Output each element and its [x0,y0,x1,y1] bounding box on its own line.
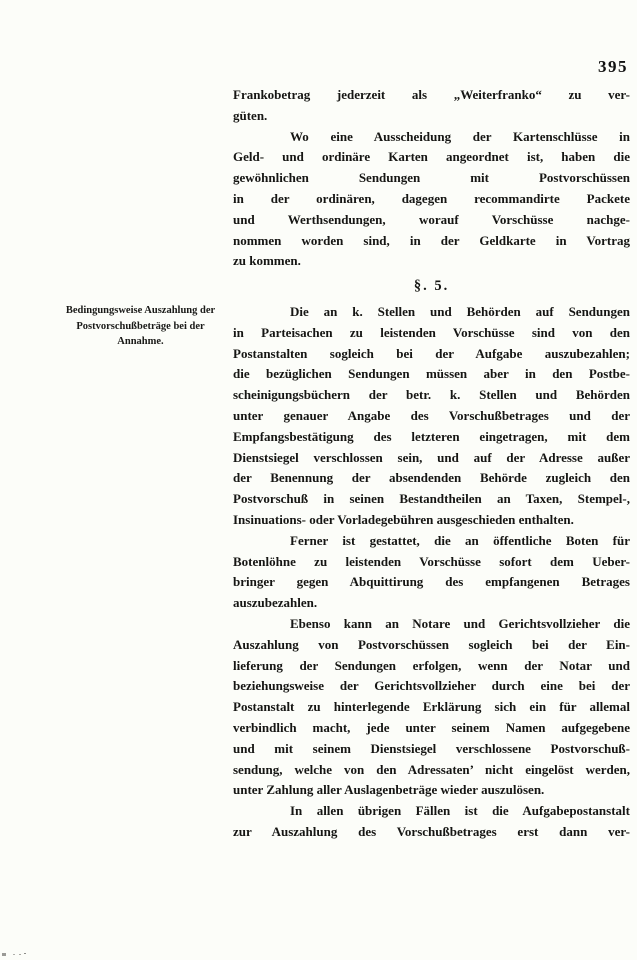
paragraph-kartenschluesse [233,127,630,273]
text-line: sendung, welche von den Adressaten’ nicht eingelöst werden, [233,761,630,777]
text-line: Botenlöhne zu leistenden Vorschüsse sofort dem Ueber- [233,553,630,569]
text-line: Ebenso kann an Notare und Gerichtsvollzieher die [290,615,630,631]
main-text-column [233,85,630,843]
text-line: und Werthsendungen, worauf Vorschüsse nachge- [233,211,630,227]
text-line: Auszahlung von Postvorschüssen sogleich bei der Ein- [233,636,630,652]
text-line: bringer gegen Abquittirung des empfangenen Betrages [233,574,630,590]
text-line: Geld- und ordinäre Karten angeordnet ist, haben die [233,149,630,165]
page-number: 395 [598,57,628,76]
text-line: Postanstalt zu hinterlegende Erklärung sich ein für allemal [233,699,630,715]
text-line: unter Zahlung aller Auslagenbeträge wieder auszulösen. [233,782,545,798]
text-line: In allen übrigen Fällen ist die Aufgabepostanstalt [290,803,630,819]
paragraph-notare [233,614,630,801]
text-line: zu kommen. [233,253,301,269]
margin-note-line: Bedingungsweise Auszahlung der [65,305,216,316]
text-line: Postvorschuß in seinen Bestandtheilen an Taxen, Stempel-, [233,491,630,507]
section-heading: §. 5. [413,278,450,295]
text-line: gewöhnlichen Sendungen mit Postvorschüssen [233,170,630,186]
text-line: nommen worden sind, in der Geldkarte in Vortrag [233,232,630,248]
margin-note [42,303,239,350]
text-line: Wo eine Ausscheidung der Kartenschlüsse in [290,128,630,144]
text-line: unter genauer Angabe des Vorschußbetrages und der [233,407,630,423]
scan-artifact-mark [2,951,32,957]
text-line: in Parteisachen zu leistenden Vorschüsse sind von den [233,324,630,340]
text-line: Dienstsiegel verschlossen sein, und auf der Adresse außer [233,449,630,465]
text-line: Insinuations- oder Vorladegebühren ausgeschieden enthalten. [233,511,574,527]
text-line: beziehungsweise der Gerichtsvollzieher durch eine bei der [233,678,630,694]
text-line: Empfangsbestätigung des letzteren eingetragen, mit dem [233,428,630,444]
text-line: lieferung der Sendungen erfolgen, wenn der Notar und [233,657,630,673]
paragraph-uebrige-faelle [233,801,630,843]
text-line: verbindlich macht, jede unter seinem Namen aufgegebene [233,719,630,735]
text-line: Frankobetrag jederzeit als „Weiterfranko“ zu ver- [233,87,630,102]
text-line: zur Auszahlung des Vorschußbetrages erst dann ver- [233,823,630,839]
paragraph-boten [233,531,630,614]
margin-note-line: Annahme. [117,336,164,347]
text-line: Postanstalten sogleich bei der Aufgabe auszubezahlen; [233,345,630,361]
text-line: Ferner ist gestattet, die an öffentliche Boten für [290,532,630,548]
text-line: die bezüglichen Sendungen müssen aber in den Postbe- [233,366,630,382]
paragraph-stellen-behoerden [233,302,630,531]
text-line: Die an k. Stellen und Behörden auf Sendungen [290,303,630,319]
text-line: güten. [233,107,268,123]
margin-note-line: Postvorschußbeträge bei der [76,320,205,332]
text-line: auszubezahlen. [233,595,318,611]
text-line: der Benennung der absendenden Behörde zugleich den [233,470,630,486]
text-line: und mit seinem Dienstsiegel verschlossene Postvorschuß- [233,740,630,756]
text-line: scheinigungsbüchern der betr. k. Stellen und Behörden [233,387,630,403]
paragraph-weiterfranko [233,85,630,127]
text-line: in der ordinären, dagegen recommandirte Packete [233,190,630,206]
